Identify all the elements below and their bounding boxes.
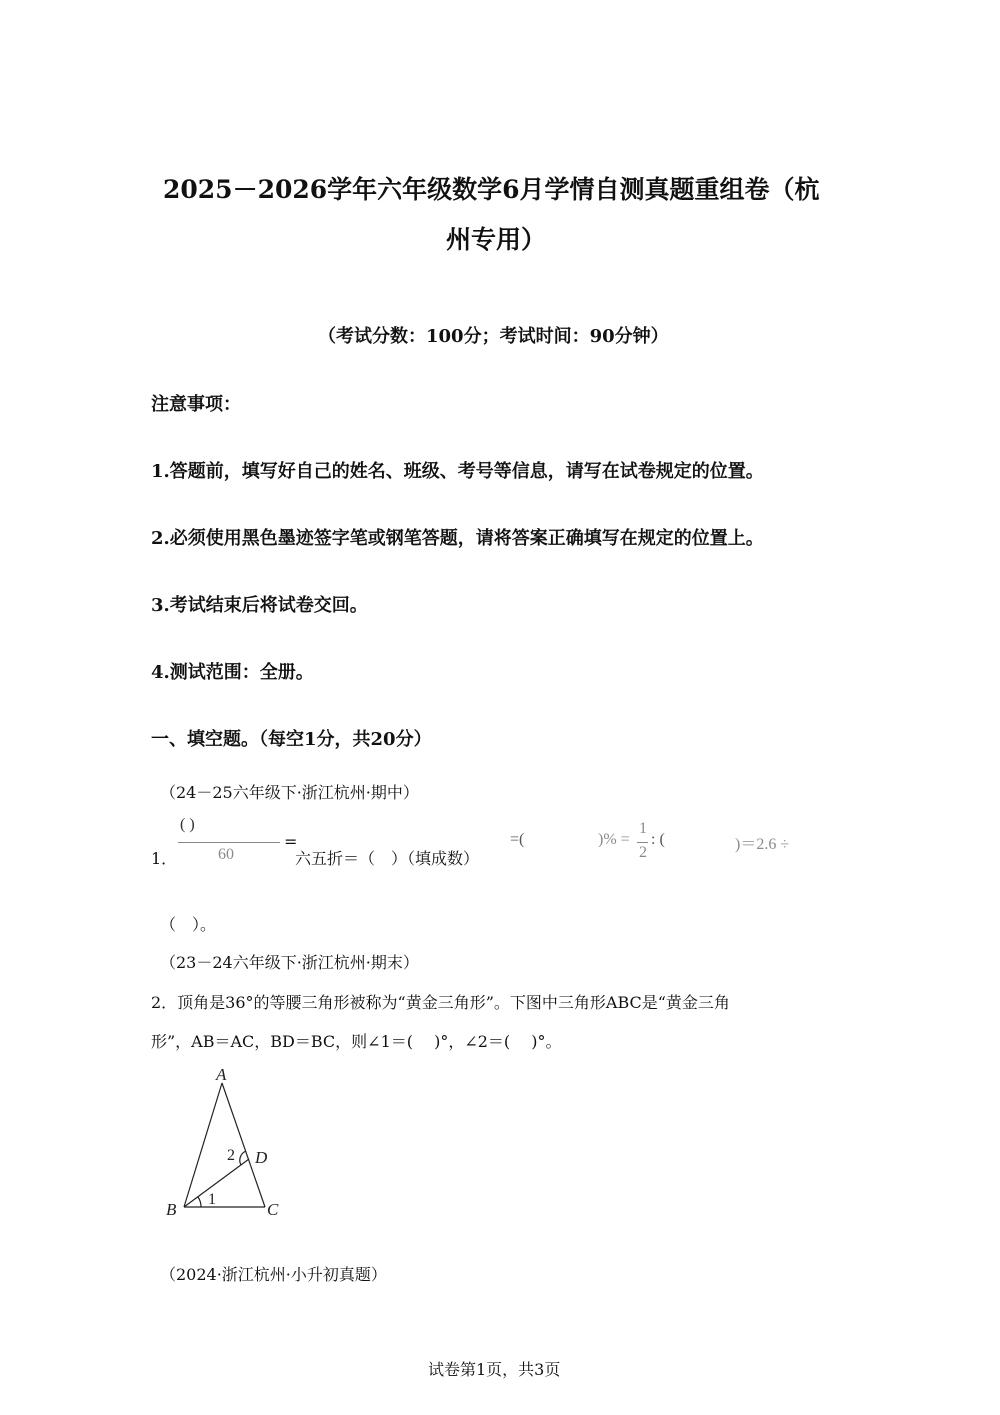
fraction-one-half bbox=[636, 820, 650, 864]
exam-title-line2: 州专用） bbox=[446, 225, 547, 254]
question-source: （23－24六年级下·浙江杭州·期末） bbox=[160, 953, 419, 972]
fraction-numerator: 1 bbox=[639, 820, 647, 837]
equation-part: )% = bbox=[598, 831, 630, 848]
notice-item: 3.考试结束后将试卷交回。 bbox=[151, 595, 368, 616]
section-heading: 一、填空题。（每空1分，共20分） bbox=[151, 729, 432, 750]
question-text: 形”，AB＝AC，BD＝BC，则∠1＝( )°，∠2＝( )°。 bbox=[151, 1032, 562, 1051]
page-footer: 试卷第1页，共3页 bbox=[428, 1360, 561, 1379]
notice-item: 4.测试范围：全册。 bbox=[151, 662, 314, 683]
vertex-label-d: D bbox=[255, 1148, 268, 1167]
equation-part: =( bbox=[510, 831, 525, 848]
fraction-bar bbox=[178, 842, 280, 843]
question-source: （24－25六年级下·浙江杭州·期中） bbox=[160, 783, 419, 802]
vertex-label-c: C bbox=[267, 1200, 279, 1219]
equals-sign: = bbox=[284, 832, 298, 851]
question-text: 六五折＝（ ）（填成数） bbox=[295, 849, 480, 868]
side-ac bbox=[222, 1083, 265, 1207]
equation-part: : ( bbox=[651, 831, 665, 848]
golden-triangle-figure bbox=[150, 1060, 310, 1230]
fraction-blank-over-60 bbox=[178, 816, 282, 866]
exam-title-line1: 2025－2026学年六年级数学6月学情自测真题重组卷（杭 bbox=[163, 175, 820, 204]
exam-subtitle: （考试分数：100分；考试时间：90分钟） bbox=[318, 326, 669, 347]
answer-blank: （ ）。 bbox=[160, 915, 217, 934]
equation-part: )＝2.6 ÷ bbox=[735, 836, 790, 853]
question-number: 1． bbox=[151, 849, 178, 868]
fraction-numerator: ( ) bbox=[180, 816, 195, 833]
angle1-label: 1 bbox=[208, 1191, 216, 1208]
side-ab bbox=[184, 1083, 222, 1207]
question-source: （2024·浙江杭州·小升初真题） bbox=[160, 1265, 387, 1284]
notice-item: 1.答题前，填写好自己的姓名、班级、考号等信息，请写在试卷规定的位置。 bbox=[151, 461, 764, 482]
angle2-label: 2 bbox=[227, 1147, 235, 1164]
notice-heading: 注意事项： bbox=[151, 394, 241, 415]
vertex-label-a: A bbox=[216, 1065, 227, 1084]
fraction-denominator: 60 bbox=[218, 846, 234, 863]
notice-item: 2.必须使用黑色墨迹签字笔或钢笔答题，请将答案正确填写在规定的位置上。 bbox=[151, 528, 764, 549]
angle1-arc bbox=[198, 1197, 201, 1207]
fraction-bar bbox=[637, 842, 648, 843]
segment-bd bbox=[184, 1159, 249, 1207]
fraction-denominator: 2 bbox=[639, 844, 647, 861]
question-text: 2．顶角是36°的等腰三角形被称为“黄金三角形”。下图中三角形ABC是“黄金三角 bbox=[151, 993, 730, 1012]
vertex-label-b: B bbox=[166, 1200, 177, 1219]
